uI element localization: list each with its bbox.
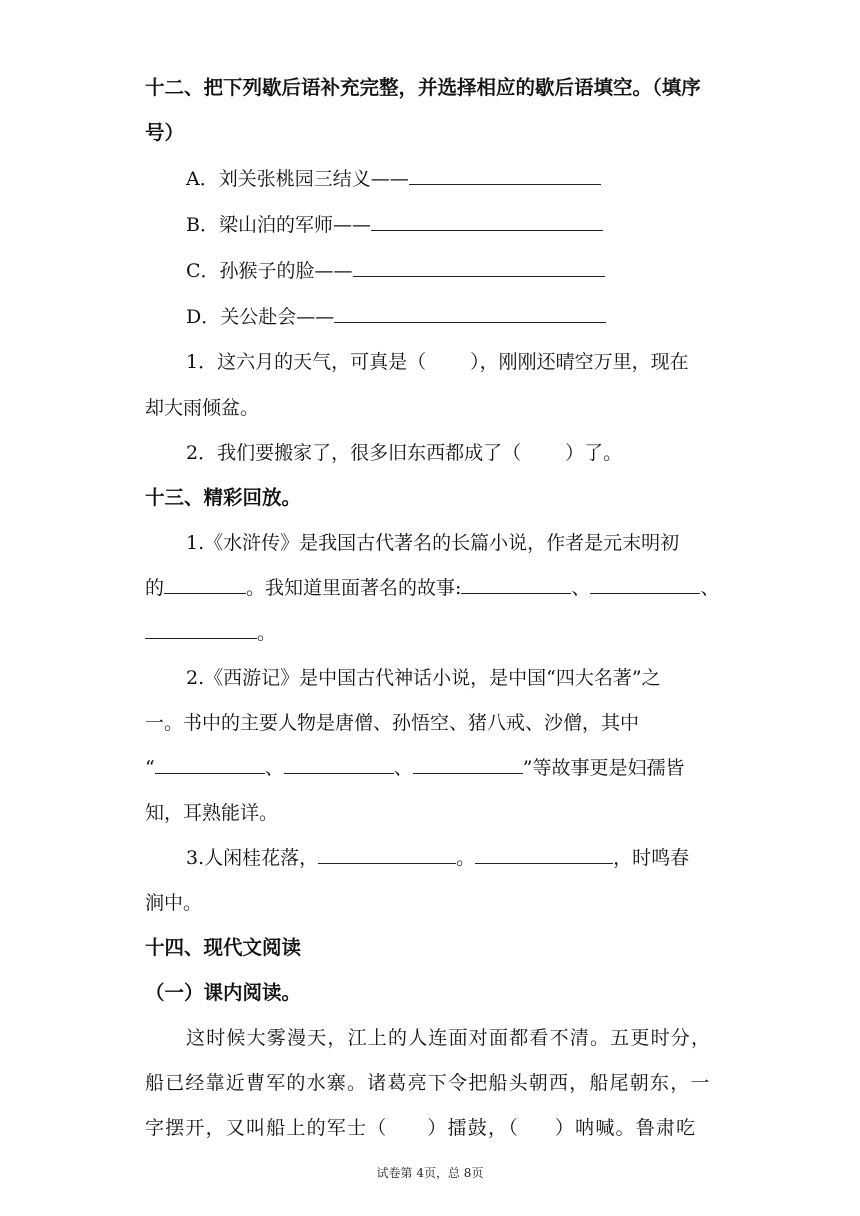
- s13-author-blank[interactable]: [164, 575, 246, 594]
- s13-period-1: 。: [257, 622, 277, 644]
- s13-xyj-blank-3[interactable]: [413, 755, 523, 774]
- s12-q1-text-c: 却大雨倾盆。: [145, 397, 260, 419]
- s12-q2-text-a: 2．我们要搬家了，很多旧东西都成了（: [186, 442, 522, 464]
- s13-q3-text-a: 3.人闲桂花落，: [186, 847, 319, 869]
- s13-q1-text-c: 。我知道里面著名的故事:: [246, 577, 462, 599]
- s13-q2-close-text: ”等故事更是妇孺皆: [522, 757, 685, 779]
- s13-q3-line1: [186, 845, 689, 871]
- passage-line-3: [145, 1115, 696, 1141]
- option-c: [186, 258, 605, 284]
- section-14-subtitle: （一）课内阅读。: [145, 981, 302, 1004]
- option-a: [186, 166, 601, 192]
- passage-text-b: ）擂鼓，（: [427, 1117, 519, 1139]
- option-d: [186, 304, 606, 330]
- s13-poem-blank-1[interactable]: [318, 845, 456, 864]
- option-b-label: B．梁山泊的军师——: [186, 214, 371, 236]
- section-14-title: 十四、现代文阅读: [145, 936, 302, 959]
- s13-q1-line3: [145, 620, 276, 646]
- s13-q2-line4: 知，耳熟能详。: [145, 802, 279, 824]
- section-12-title-line2: 号）: [145, 121, 185, 144]
- option-c-label: C．孙猴子的脸——: [186, 260, 353, 282]
- option-c-blank[interactable]: [353, 258, 605, 277]
- option-b-blank[interactable]: [371, 212, 603, 231]
- option-a-label: A．刘关张桃园三结义——: [186, 168, 409, 190]
- s13-q3-text-c: ，时鸣春: [613, 847, 690, 869]
- s12-q2-text-b: ）了。: [565, 442, 623, 464]
- s13-q2-line1: 2.《西游记》是中国古代神话小说，是中国“四大名著”之: [186, 667, 661, 689]
- s13-comma-4: 、: [393, 757, 413, 779]
- s13-q1-text-b: 的: [145, 577, 165, 599]
- s13-xyj-blank-1[interactable]: [155, 755, 265, 774]
- s13-q2-line2: 一。书中的主要人物是唐僧、孙悟空、猪八戒、沙僧，其中: [145, 712, 640, 734]
- option-a-blank[interactable]: [409, 166, 601, 185]
- s12-q1-text-a: 1．这六月的天气，可真是（: [186, 351, 427, 373]
- s13-story-blank-2[interactable]: [590, 575, 700, 594]
- option-d-label: D．关公赴会——: [186, 306, 335, 328]
- s13-story-blank-1[interactable]: [461, 575, 571, 594]
- s13-q3-line2: 涧中。: [145, 892, 203, 914]
- passage-text-c: ）呐喊。鲁肃吃: [554, 1117, 697, 1139]
- s13-story-blank-3[interactable]: [145, 620, 257, 639]
- s13-comma-1: 、: [571, 577, 591, 599]
- s12-question-1: [186, 349, 689, 375]
- s13-comma-3: 、: [264, 757, 284, 779]
- s13-q1-line1: 1.《水浒传》是我国古代著名的长篇小说，作者是元末明初: [186, 532, 680, 554]
- section-13-title: 十三、精彩回放。: [145, 486, 302, 509]
- s13-q1-line2: [145, 575, 719, 601]
- s13-poem-blank-2[interactable]: [475, 845, 613, 864]
- option-d-blank[interactable]: [334, 304, 606, 323]
- s13-q2-open-quote: “: [145, 757, 155, 779]
- section-12-title-line1: 十二、把下列歇后语补充完整，并选择相应的歇后语填空。（填序: [145, 76, 701, 99]
- s13-q3-text-b: 。: [456, 847, 476, 869]
- s13-q2-line3: [145, 755, 684, 781]
- s12-question-2: [186, 440, 622, 466]
- passage-text-a: 字摆开，又叫船上的军士（: [145, 1117, 388, 1139]
- s13-comma-2: 、: [700, 577, 720, 599]
- passage-line-1: 这时候大雾漫天，江上的人连面对面都看不清。五更时分，: [186, 1027, 712, 1049]
- passage-line-2: 船已经靠近曹军的水寨。诸葛亮下令把船头朝西，船尾朝东，一: [145, 1072, 711, 1094]
- s13-xyj-blank-2[interactable]: [284, 755, 394, 774]
- option-b: [186, 212, 603, 238]
- page-footer: 试卷第 4页，总 8页: [376, 1166, 484, 1180]
- s12-q1-text-b: ），刚刚还晴空万里，现在: [470, 351, 689, 373]
